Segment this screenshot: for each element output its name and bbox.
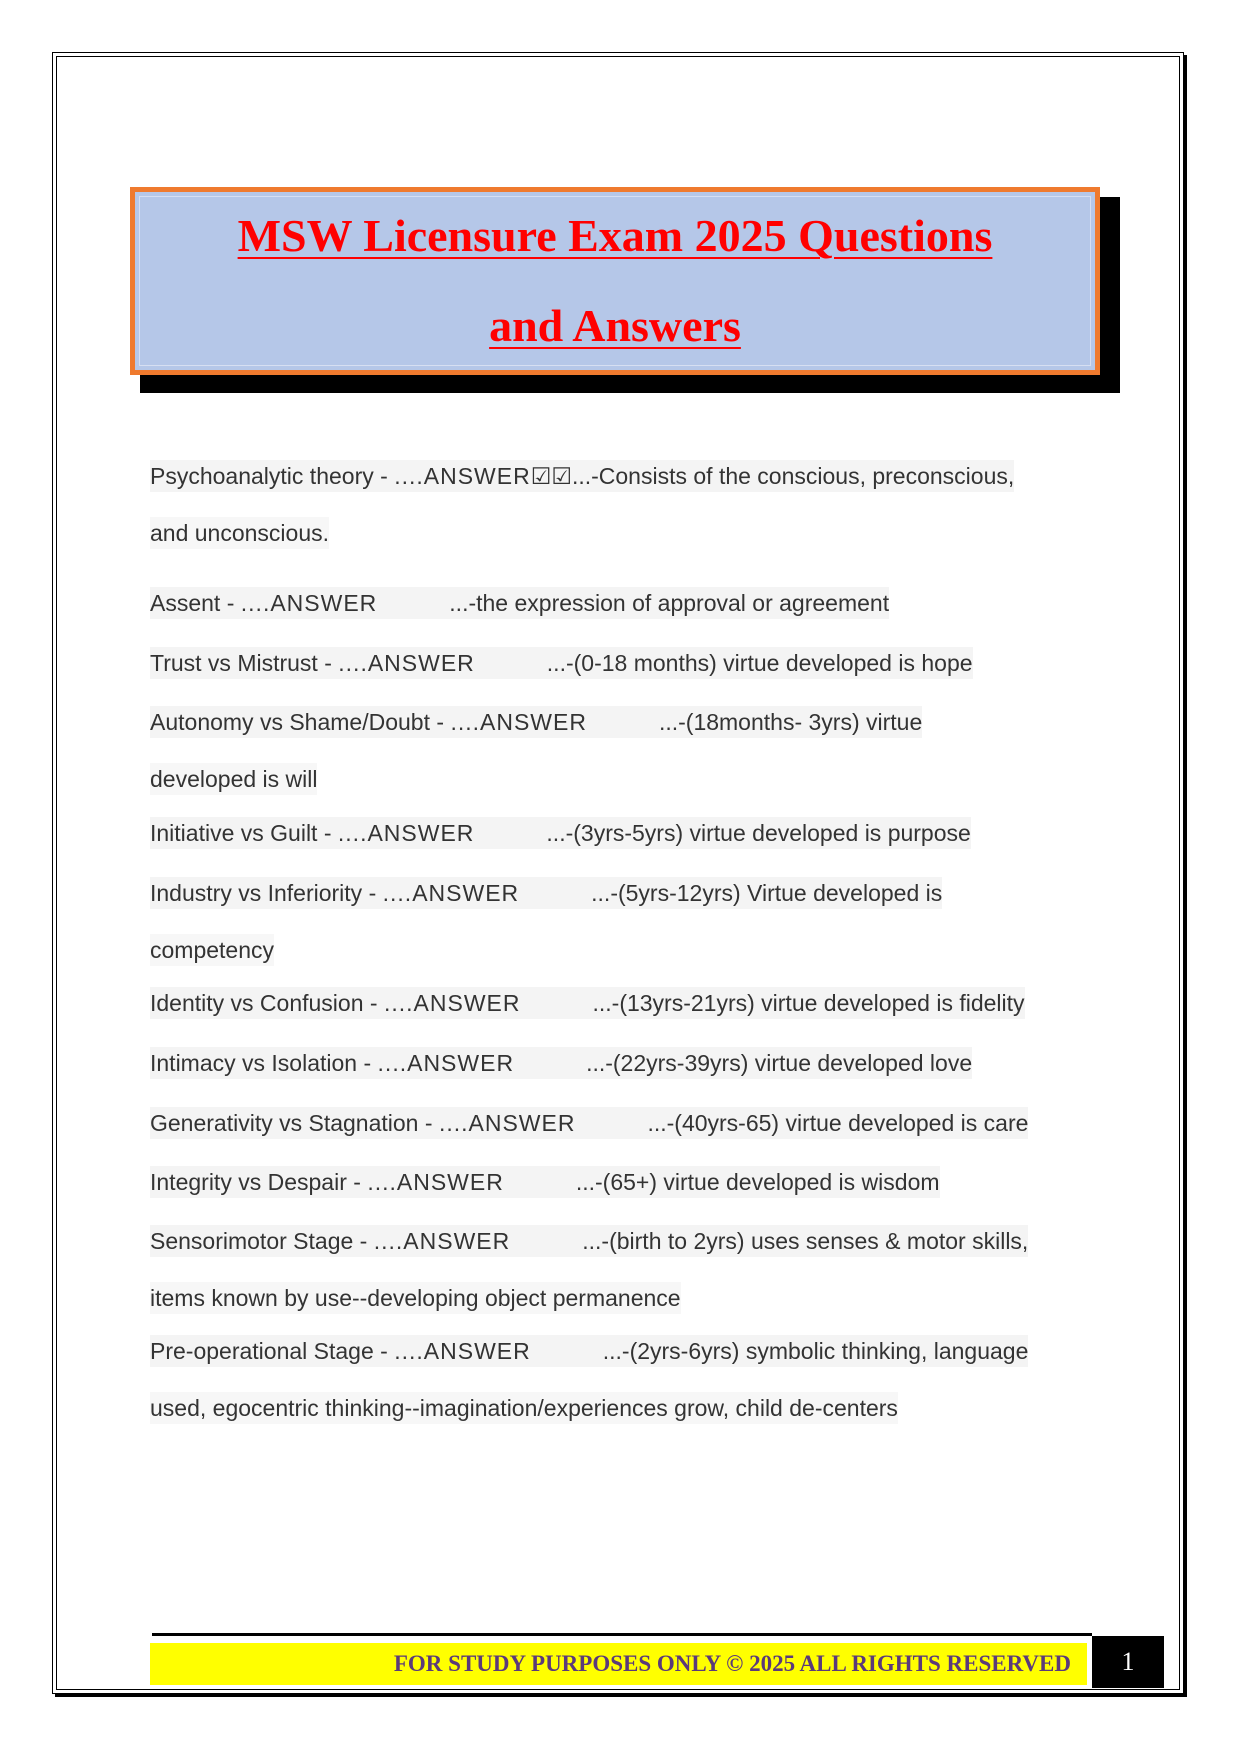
qa-term: Autonomy vs Shame/Doubt - bbox=[150, 709, 450, 735]
qa-term: Psychoanalytic theory - bbox=[150, 463, 394, 489]
line-spacer bbox=[150, 1367, 1028, 1392]
qa-question-line bbox=[150, 647, 973, 679]
qa-term: Generativity vs Stagnation - bbox=[150, 1110, 439, 1136]
title-line-2: and Answers bbox=[489, 300, 741, 351]
qa-question-line bbox=[150, 987, 1025, 1019]
qa-item bbox=[150, 460, 1014, 549]
qa-term: Identity vs Confusion - bbox=[150, 990, 384, 1016]
line-spacer bbox=[150, 909, 942, 934]
qa-question-line bbox=[150, 1107, 1028, 1139]
answer-marker: ....ANSWER bbox=[338, 650, 475, 676]
answer-marker: ....ANSWER bbox=[337, 820, 475, 846]
qa-term: Pre-operational Stage - bbox=[150, 1338, 394, 1364]
qa-answer: ...-(40yrs-65) virtue developed is care bbox=[647, 1110, 1029, 1136]
qa-item bbox=[150, 647, 973, 679]
qa-answer: ...-(22yrs-39yrs) virtue developed love bbox=[586, 1050, 973, 1076]
qa-question-line bbox=[150, 1335, 1028, 1367]
answer-marker: ....ANSWER bbox=[383, 990, 521, 1016]
title-line-1: MSW Licensure Exam 2025 Questions bbox=[237, 210, 993, 261]
footer-band bbox=[150, 1643, 1087, 1685]
qa-question-line bbox=[150, 1225, 1028, 1257]
footer-text: FOR STUDY PURPOSES ONLY © 2025 ALL RIGHTS RESERVED bbox=[393, 1651, 1071, 1676]
qa-answer: ...-(3yrs-5yrs) virtue developed is purpose bbox=[546, 820, 971, 846]
qa-answer: ...-(18months- 3yrs) virtue bbox=[658, 709, 923, 735]
checkbox-icon: ☑☑... bbox=[530, 463, 592, 489]
qa-answer: ...-(birth to 2yrs) uses senses & motor skills, bbox=[582, 1228, 1029, 1254]
qa-answer: -Consists of the conscious, preconscious, bbox=[591, 463, 1015, 489]
answer-marker: ....ANSWER bbox=[438, 1110, 576, 1136]
qa-item bbox=[150, 987, 1025, 1019]
qa-term: Integrity vs Despair - bbox=[150, 1169, 367, 1195]
qa-item bbox=[150, 1107, 1028, 1139]
qa-item bbox=[150, 1335, 1028, 1424]
qa-item bbox=[150, 706, 922, 795]
title-box bbox=[130, 187, 1100, 375]
answer-marker: ....ANSWER bbox=[240, 590, 378, 616]
line-spacer bbox=[150, 1257, 1028, 1282]
page-number: 1 bbox=[1092, 1636, 1164, 1688]
qa-answer: ...-(0-18 months) virtue developed is hope bbox=[546, 650, 973, 676]
qa-term: Assent - bbox=[150, 590, 241, 616]
qa-term: Industry vs Inferiority - bbox=[150, 880, 383, 906]
qa-item bbox=[150, 1225, 1028, 1314]
qa-term: Initiative vs Guilt - bbox=[150, 820, 338, 846]
qa-answer-continuation: items known by use--developing object permanence bbox=[150, 1282, 681, 1314]
qa-answer-continuation: used, egocentric thinking--imagination/experiences grow, child de-centers bbox=[150, 1392, 898, 1424]
qa-question-line bbox=[150, 1047, 972, 1079]
qa-question-line bbox=[150, 1166, 940, 1198]
qa-item bbox=[150, 1047, 972, 1079]
qa-answer: ...-(65+) virtue developed is wisdom bbox=[575, 1169, 940, 1195]
qa-question-line bbox=[150, 817, 971, 849]
qa-item bbox=[150, 877, 942, 966]
answer-marker: ....ANSWER bbox=[394, 1338, 531, 1364]
qa-question-line bbox=[150, 706, 922, 738]
qa-question-line bbox=[150, 877, 942, 909]
answer-marker: ....ANSWER bbox=[394, 463, 531, 489]
answer-marker: ....ANSWER bbox=[367, 1169, 504, 1195]
qa-answer-continuation: developed is will bbox=[150, 763, 317, 795]
qa-question-line bbox=[150, 460, 1014, 492]
qa-item bbox=[150, 1166, 940, 1198]
qa-answer: ...-(5yrs-12yrs) Virtue developed is bbox=[591, 880, 943, 906]
footer-rule bbox=[152, 1633, 1092, 1636]
qa-term: Intimacy vs Isolation - bbox=[150, 1050, 378, 1076]
answer-marker: ....ANSWER bbox=[450, 709, 587, 735]
qa-answer: ...-(2yrs-6yrs) symbolic thinking, language bbox=[602, 1338, 1029, 1364]
qa-answer: ...-(13yrs-21yrs) virtue developed is fidelity bbox=[592, 990, 1025, 1016]
answer-marker: ....ANSWER bbox=[377, 1050, 515, 1076]
line-spacer bbox=[150, 492, 1014, 517]
qa-answer-continuation: and unconscious. bbox=[150, 517, 329, 549]
qa-item bbox=[150, 587, 889, 619]
answer-marker: ....ANSWER bbox=[382, 880, 520, 906]
qa-answer-continuation: competency bbox=[150, 934, 274, 966]
answer-marker: ....ANSWER bbox=[373, 1228, 511, 1254]
qa-term: Trust vs Mistrust - bbox=[150, 650, 338, 676]
qa-question-line bbox=[150, 587, 889, 619]
qa-answer: ...-the expression of approval or agreement bbox=[449, 590, 890, 616]
line-spacer bbox=[150, 738, 922, 763]
qa-term: Sensorimotor Stage - bbox=[150, 1228, 374, 1254]
qa-item bbox=[150, 817, 971, 849]
